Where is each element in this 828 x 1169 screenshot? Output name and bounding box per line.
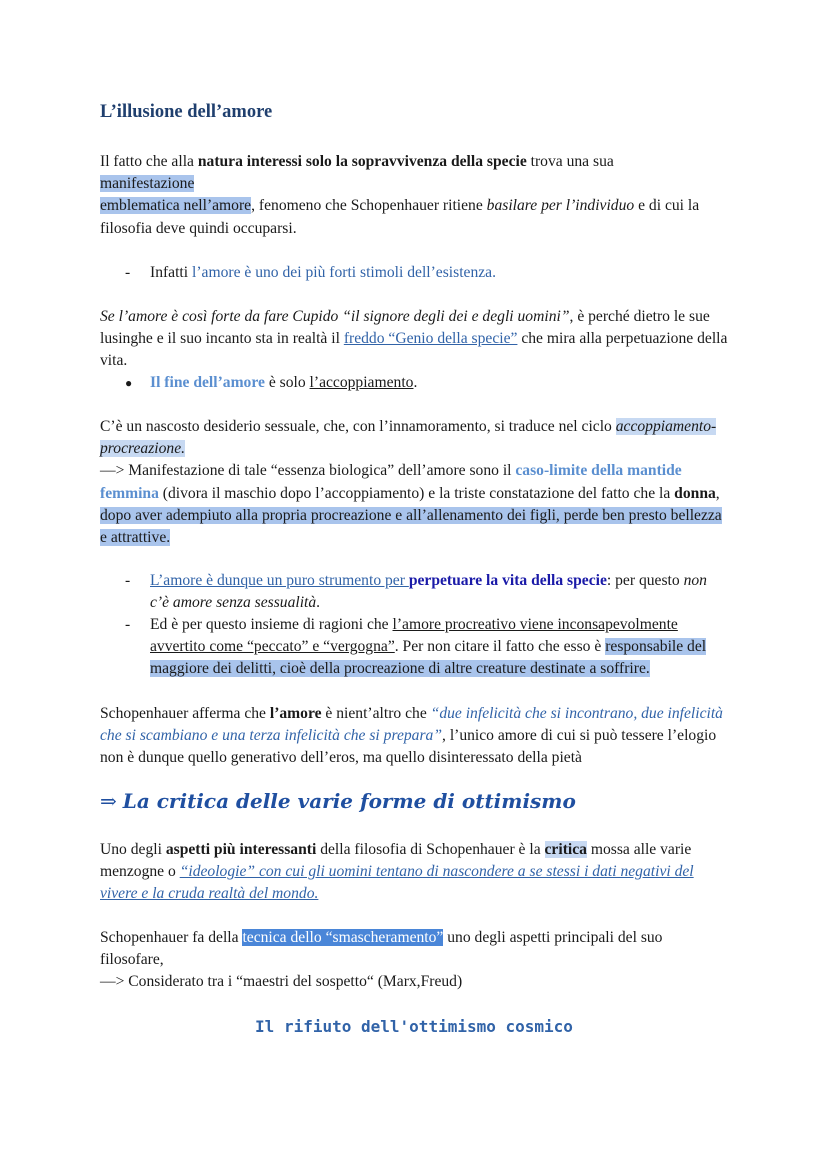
p4-c: è nient’altro che xyxy=(321,705,431,722)
bullet1-d: . xyxy=(413,374,418,391)
paragraph-desiderio xyxy=(100,416,730,549)
p4-e: , l’unico amore di cui si può tessere l’elogio non è dunque quello generativo dell’eros, ma quello disinteressato della pietà xyxy=(100,727,717,767)
dash3-a: Ed è per questo insieme di ragioni che xyxy=(150,616,393,633)
dash1-b: l’amore è uno dei più forti stimoli dell’esistenza. xyxy=(192,264,496,281)
p4-d: “due infelicità che si incontrano, due infelicità che si scambiano e una terza infelicità che si prepara” xyxy=(100,705,723,745)
paragraph-smascheramento xyxy=(100,927,730,994)
section-title: L’illusione dell’amore xyxy=(100,102,273,122)
paragraph-cupido xyxy=(100,306,730,373)
p5-a: Uno degli xyxy=(100,841,166,858)
dash3-b: l’amore procreativo viene inconsapevolmente avvertito come “peccato” e “vergogna” xyxy=(150,616,678,656)
subheading-ottimismo-cosmico: Il rifiuto dell'ottimismo cosmico xyxy=(255,1017,573,1036)
p1-b: natura interessi solo la sopravvivenza della specie xyxy=(197,153,527,170)
dash2-d: non c’è amore senza sessualità xyxy=(150,572,707,612)
bullet1-b: è solo xyxy=(264,374,310,391)
p1-f: , fenomeno che Schopenhauer ritiene xyxy=(251,197,487,215)
dash1-a: Infatti xyxy=(150,264,192,281)
p1-e: emblematica nell’amore xyxy=(100,197,252,215)
p2-c: , è perché dietro le sue lusinghe e il suo incanto sta in realtà il xyxy=(100,308,710,348)
p1-g: basilare per l’individuo xyxy=(486,197,635,215)
section-heading-ottimismo xyxy=(100,785,730,817)
p3-c: —> Manifestazione di tale “essenza biologica” dell’amore sono il xyxy=(100,462,516,480)
p2-e: che mira alla perpetuazione della vita. xyxy=(100,330,728,370)
p5-c: della filosofia di Schopenhauer è la xyxy=(316,841,545,858)
dash3-c: . Per non citare il fatto che esso è xyxy=(394,638,606,656)
dash3-d: responsabile del maggiore dei delitti, cioè della procreazione di altre creature destinate a soffrire. xyxy=(150,638,707,678)
paragraph-infelicita xyxy=(100,703,730,770)
p5-b: aspetti più interessanti xyxy=(165,841,317,858)
h2-text: La critica delle varie forme di ottimismo xyxy=(122,789,576,813)
p5-e: mossa alle varie menzogne o xyxy=(100,841,692,881)
p3-f: donna xyxy=(674,484,716,502)
p3-h: dopo aver adempiuto alla propria procreazione e all’allenamento dei figli, perde ben presto bellezza e attrattive. xyxy=(100,506,722,547)
p1-a: Il fatto che alla xyxy=(100,153,198,170)
p3-e: (divora il maschio dopo l’accoppiamento) e la triste constatazione del fatto che la xyxy=(158,484,675,502)
p1-c: trova una sua xyxy=(526,153,614,170)
dash-marker: - xyxy=(125,264,131,281)
p3-g: , xyxy=(715,484,720,502)
genio-specie-link[interactable]: freddo “Genio della specie” xyxy=(343,330,518,348)
p3-d: caso-limite della mantide femmina xyxy=(100,462,682,502)
p6-c: uno degli aspetti principali del suo filosofare, xyxy=(100,929,663,969)
implies-arrow-icon: ⇒ xyxy=(100,789,117,813)
paragraph-critica xyxy=(100,839,730,906)
p4-b: l’amore xyxy=(269,705,322,722)
dash2-c: : per questo xyxy=(606,572,684,589)
p3-b: accoppiamento-procreazione. xyxy=(100,418,717,458)
dash-marker: - xyxy=(125,616,131,633)
bullet1-c: l’accoppiamento xyxy=(309,374,414,391)
p6-b: tecnica dello “smascheramento” xyxy=(242,929,444,946)
ideologie-link[interactable]: “ideologie” con cui gli uomini tentano di nascondere a se stessi i dati negativi del vivere e la cruda realtà del mondo. xyxy=(100,863,694,903)
dash2-a[interactable]: L’amore è dunque un puro strumento per xyxy=(150,572,409,589)
p5-d: critica xyxy=(544,841,587,858)
p6-d: —> Considerato tra i “maestri del sospetto“ (Marx,Freud) xyxy=(100,973,463,991)
paragraph-natura xyxy=(100,151,730,240)
p2-b: “il signore degli dei e degli uomini” xyxy=(342,308,570,325)
p2-a: Se l’amore è così forte da fare Cupido xyxy=(100,308,343,325)
p1-d: manifestazione xyxy=(100,175,195,193)
p3-a: C’è un nascosto desiderio sessuale, che, con l’innamoramento, si traduce nel ciclo xyxy=(100,418,616,435)
p1-h: e di cui la filosofia deve quindi occuparsi. xyxy=(100,197,700,237)
bullet-dot: ● xyxy=(125,376,133,390)
p4-a: Schopenhauer afferma che xyxy=(100,705,270,722)
dash-marker: - xyxy=(125,572,131,589)
dash2-b: perpetuare la vita della specie xyxy=(408,572,607,589)
dash2-e: . xyxy=(316,594,321,612)
bullet1-a: Il fine dell’amore xyxy=(150,374,265,391)
p6-a: Schopenhauer fa della xyxy=(100,929,243,946)
